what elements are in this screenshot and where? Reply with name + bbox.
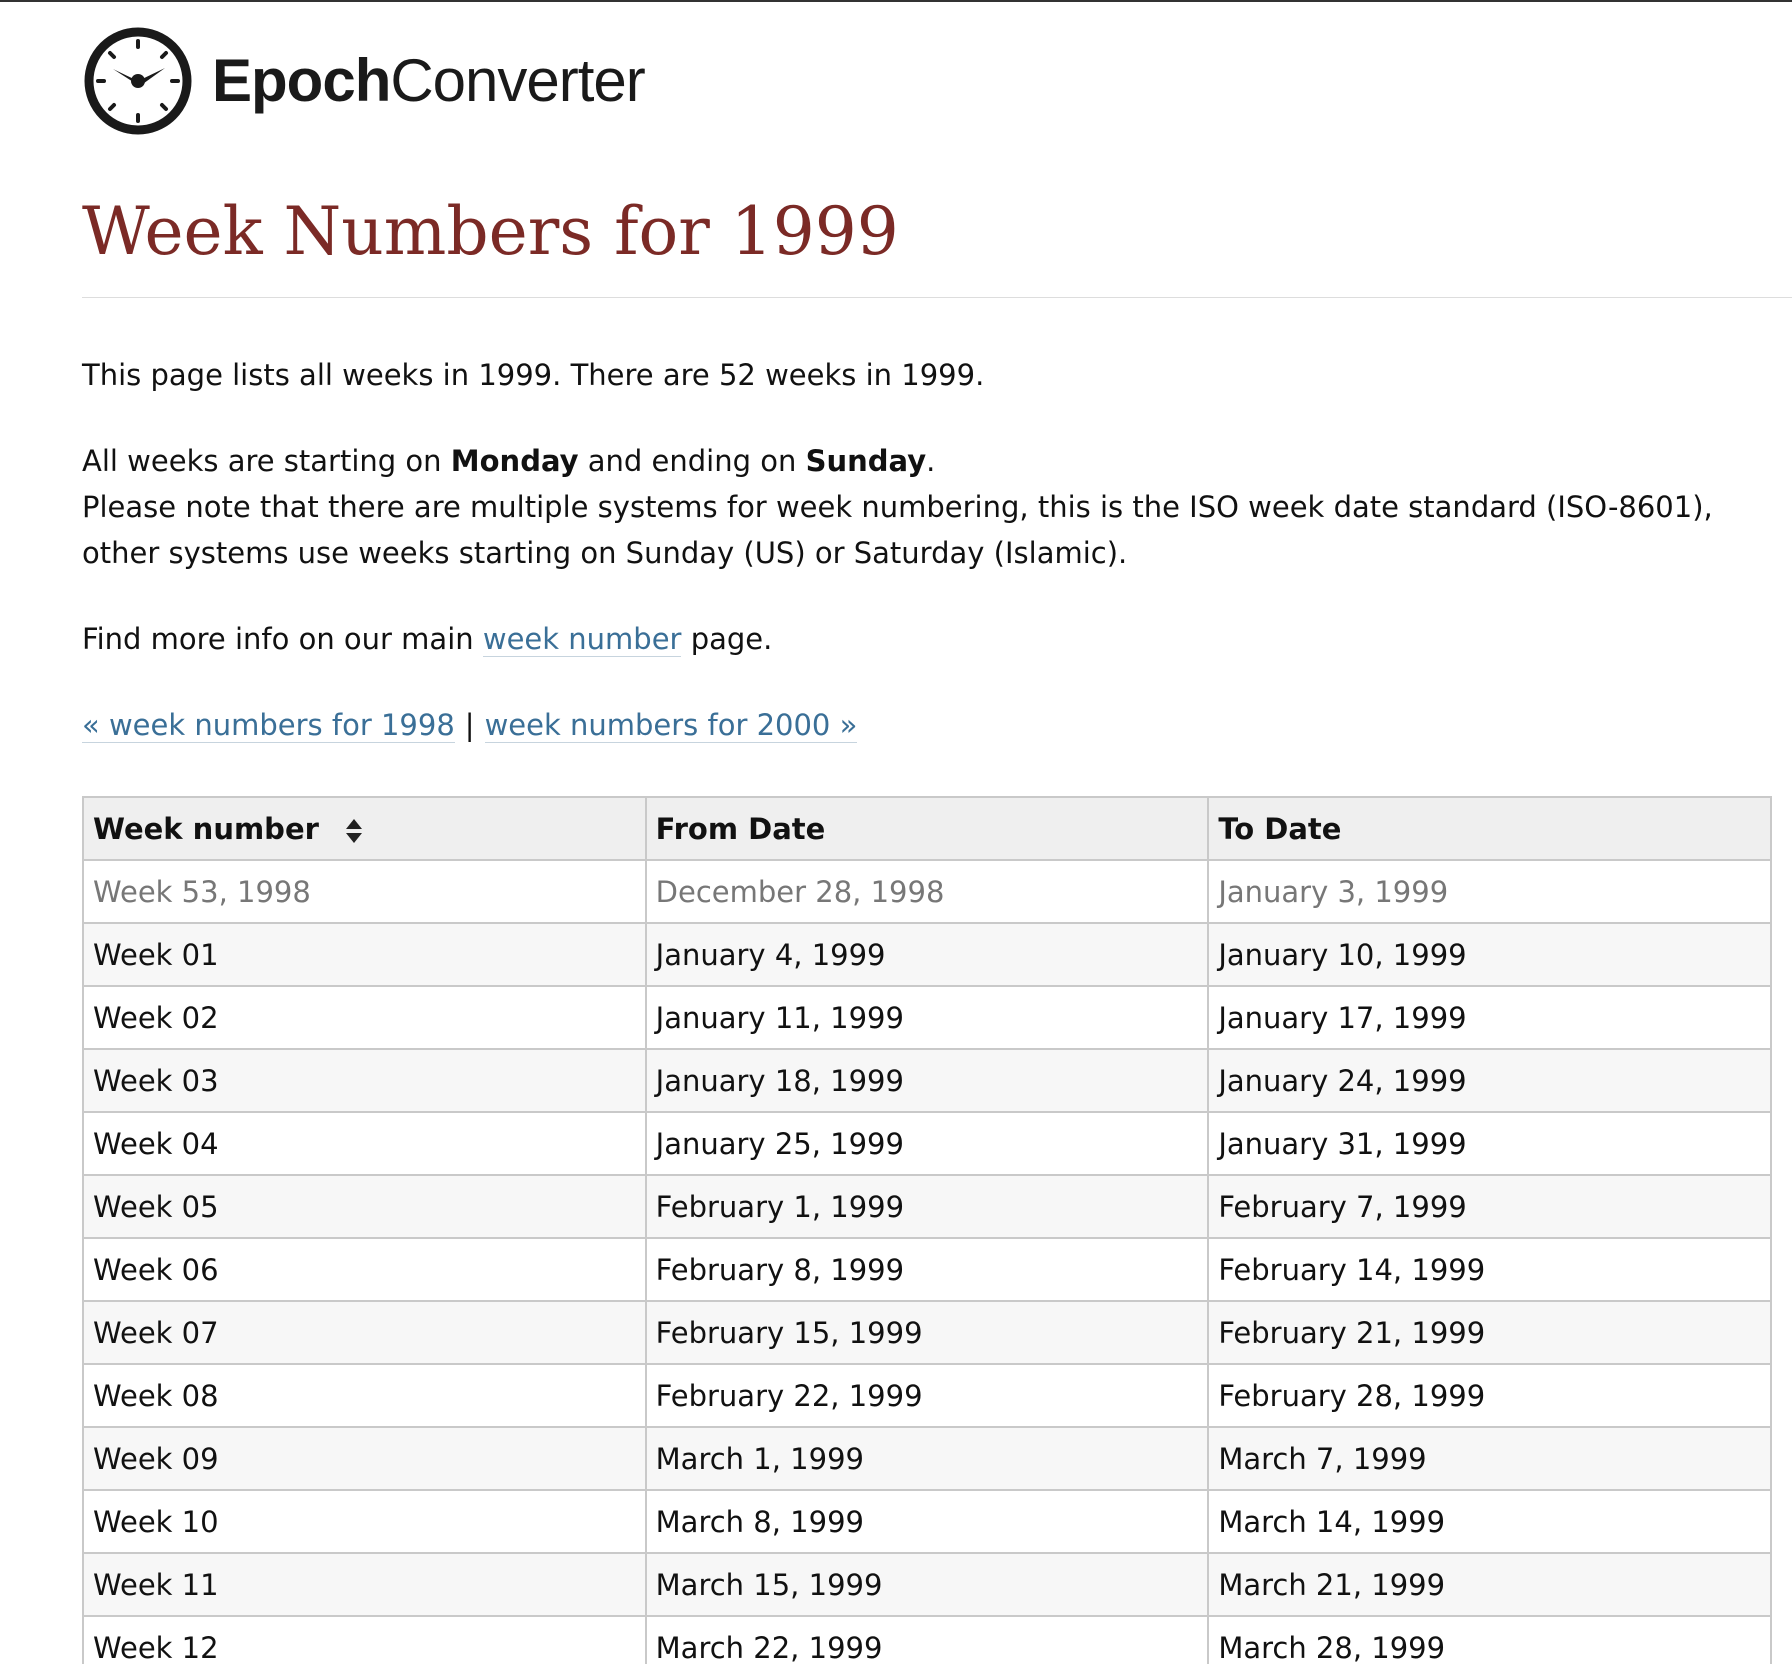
to-date-cell: February 21, 1999 [1208, 1301, 1771, 1364]
week-cell: Week 02 [83, 986, 646, 1049]
weeks-table-body [83, 860, 1771, 1664]
table-row [83, 923, 1771, 986]
week-cell: Week 04 [83, 1112, 646, 1175]
top-border [0, 0, 1792, 2]
from-date-cell: March 15, 1999 [646, 1553, 1209, 1616]
table-row [83, 1427, 1771, 1490]
logo-text-strong: Epoch [212, 47, 391, 114]
week-cell: Week 05 [83, 1175, 646, 1238]
iso-note-text: Please note that there are multiple systems for week numbering, this is the ISO week date standard (ISO-8601), other systems use weeks starting on Sunday (US) or Saturday (Islamic). [82, 490, 1713, 570]
week-cell: Week 01 [83, 923, 646, 986]
week-cell: Week 09 [83, 1427, 646, 1490]
to-date-cell: February 14, 1999 [1208, 1238, 1771, 1301]
intro-text: . [926, 444, 936, 478]
to-date-header: To Date [1208, 797, 1771, 860]
nav-separator: | [464, 708, 475, 742]
from-date-cell: March 1, 1999 [646, 1427, 1209, 1490]
table-row [83, 1364, 1771, 1427]
table-row [83, 1616, 1771, 1664]
to-date-cell: March 14, 1999 [1208, 1490, 1771, 1553]
to-date-cell: January 24, 1999 [1208, 1049, 1771, 1112]
year-navigation [82, 702, 1772, 748]
from-date-cell: February 22, 1999 [646, 1364, 1209, 1427]
week-number-header[interactable] [83, 797, 646, 860]
week-cell: Week 53, 1998 [83, 860, 646, 923]
intro-paragraph-week-start [82, 438, 1772, 576]
week-cell: Week 10 [83, 1490, 646, 1553]
table-row [83, 1238, 1771, 1301]
from-date-cell: March 8, 1999 [646, 1490, 1209, 1553]
intro-text: page. [681, 622, 773, 656]
table-header-row [83, 797, 1771, 860]
from-date-cell: February 1, 1999 [646, 1175, 1209, 1238]
from-date-cell: December 28, 1998 [646, 860, 1209, 923]
to-date-cell: March 28, 1999 [1208, 1616, 1771, 1664]
to-date-cell: January 31, 1999 [1208, 1112, 1771, 1175]
intro-text: All weeks are starting on [82, 444, 451, 478]
to-date-cell: February 28, 1999 [1208, 1364, 1771, 1427]
clock-icon[interactable] [82, 25, 194, 137]
intro-text: and ending on [578, 444, 806, 478]
week-cell: Week 08 [83, 1364, 646, 1427]
table-row [83, 860, 1771, 923]
table-row [83, 1490, 1771, 1553]
intro-paragraph-more-info [82, 616, 1772, 662]
page-title: Week Numbers for 1999 [82, 193, 899, 270]
prev-year-link[interactable]: « week numbers for 1998 [82, 708, 455, 742]
table-row [83, 1175, 1771, 1238]
week-number-link[interactable]: week number [482, 622, 682, 656]
intro-paragraph-weeks-count: This page lists all weeks in 1999. There are 52 weeks in 1999. [82, 358, 985, 392]
week-number-header-label: Week number [93, 811, 319, 846]
week-cell: Week 12 [83, 1616, 646, 1664]
to-date-cell: March 7, 1999 [1208, 1427, 1771, 1490]
from-date-cell: January 25, 1999 [646, 1112, 1209, 1175]
site-logo-text[interactable] [212, 47, 645, 114]
next-year-link[interactable]: week numbers for 2000 » [484, 708, 858, 742]
week-cell: Week 06 [83, 1238, 646, 1301]
to-date-cell: January 10, 1999 [1208, 923, 1771, 986]
from-date-cell: January 11, 1999 [646, 986, 1209, 1049]
table-row [83, 1301, 1771, 1364]
from-date-header: From Date [646, 797, 1209, 860]
weeks-table-container [82, 796, 1772, 1664]
to-date-cell: January 3, 1999 [1208, 860, 1771, 923]
intro-content [82, 352, 1772, 748]
from-date-cell: January 18, 1999 [646, 1049, 1209, 1112]
week-cell: Week 07 [83, 1301, 646, 1364]
table-row [83, 1112, 1771, 1175]
to-date-cell: January 17, 1999 [1208, 986, 1771, 1049]
monday-text: Monday [450, 444, 579, 478]
to-date-cell: March 21, 1999 [1208, 1553, 1771, 1616]
title-divider [82, 297, 1792, 298]
from-date-cell: February 15, 1999 [646, 1301, 1209, 1364]
sunday-text: Sunday [805, 444, 927, 478]
weeks-table [82, 796, 1772, 1664]
table-row [83, 1049, 1771, 1112]
logo-text-light: Converter [390, 47, 645, 114]
table-row [83, 986, 1771, 1049]
from-date-cell: February 8, 1999 [646, 1238, 1209, 1301]
week-cell: Week 03 [83, 1049, 646, 1112]
site-header [82, 26, 645, 136]
from-date-cell: March 22, 1999 [646, 1616, 1209, 1664]
sort-icon[interactable] [345, 818, 363, 844]
to-date-cell: February 7, 1999 [1208, 1175, 1771, 1238]
from-date-cell: January 4, 1999 [646, 923, 1209, 986]
week-cell: Week 11 [83, 1553, 646, 1616]
intro-text: Find more info on our main [82, 622, 483, 656]
table-row [83, 1553, 1771, 1616]
